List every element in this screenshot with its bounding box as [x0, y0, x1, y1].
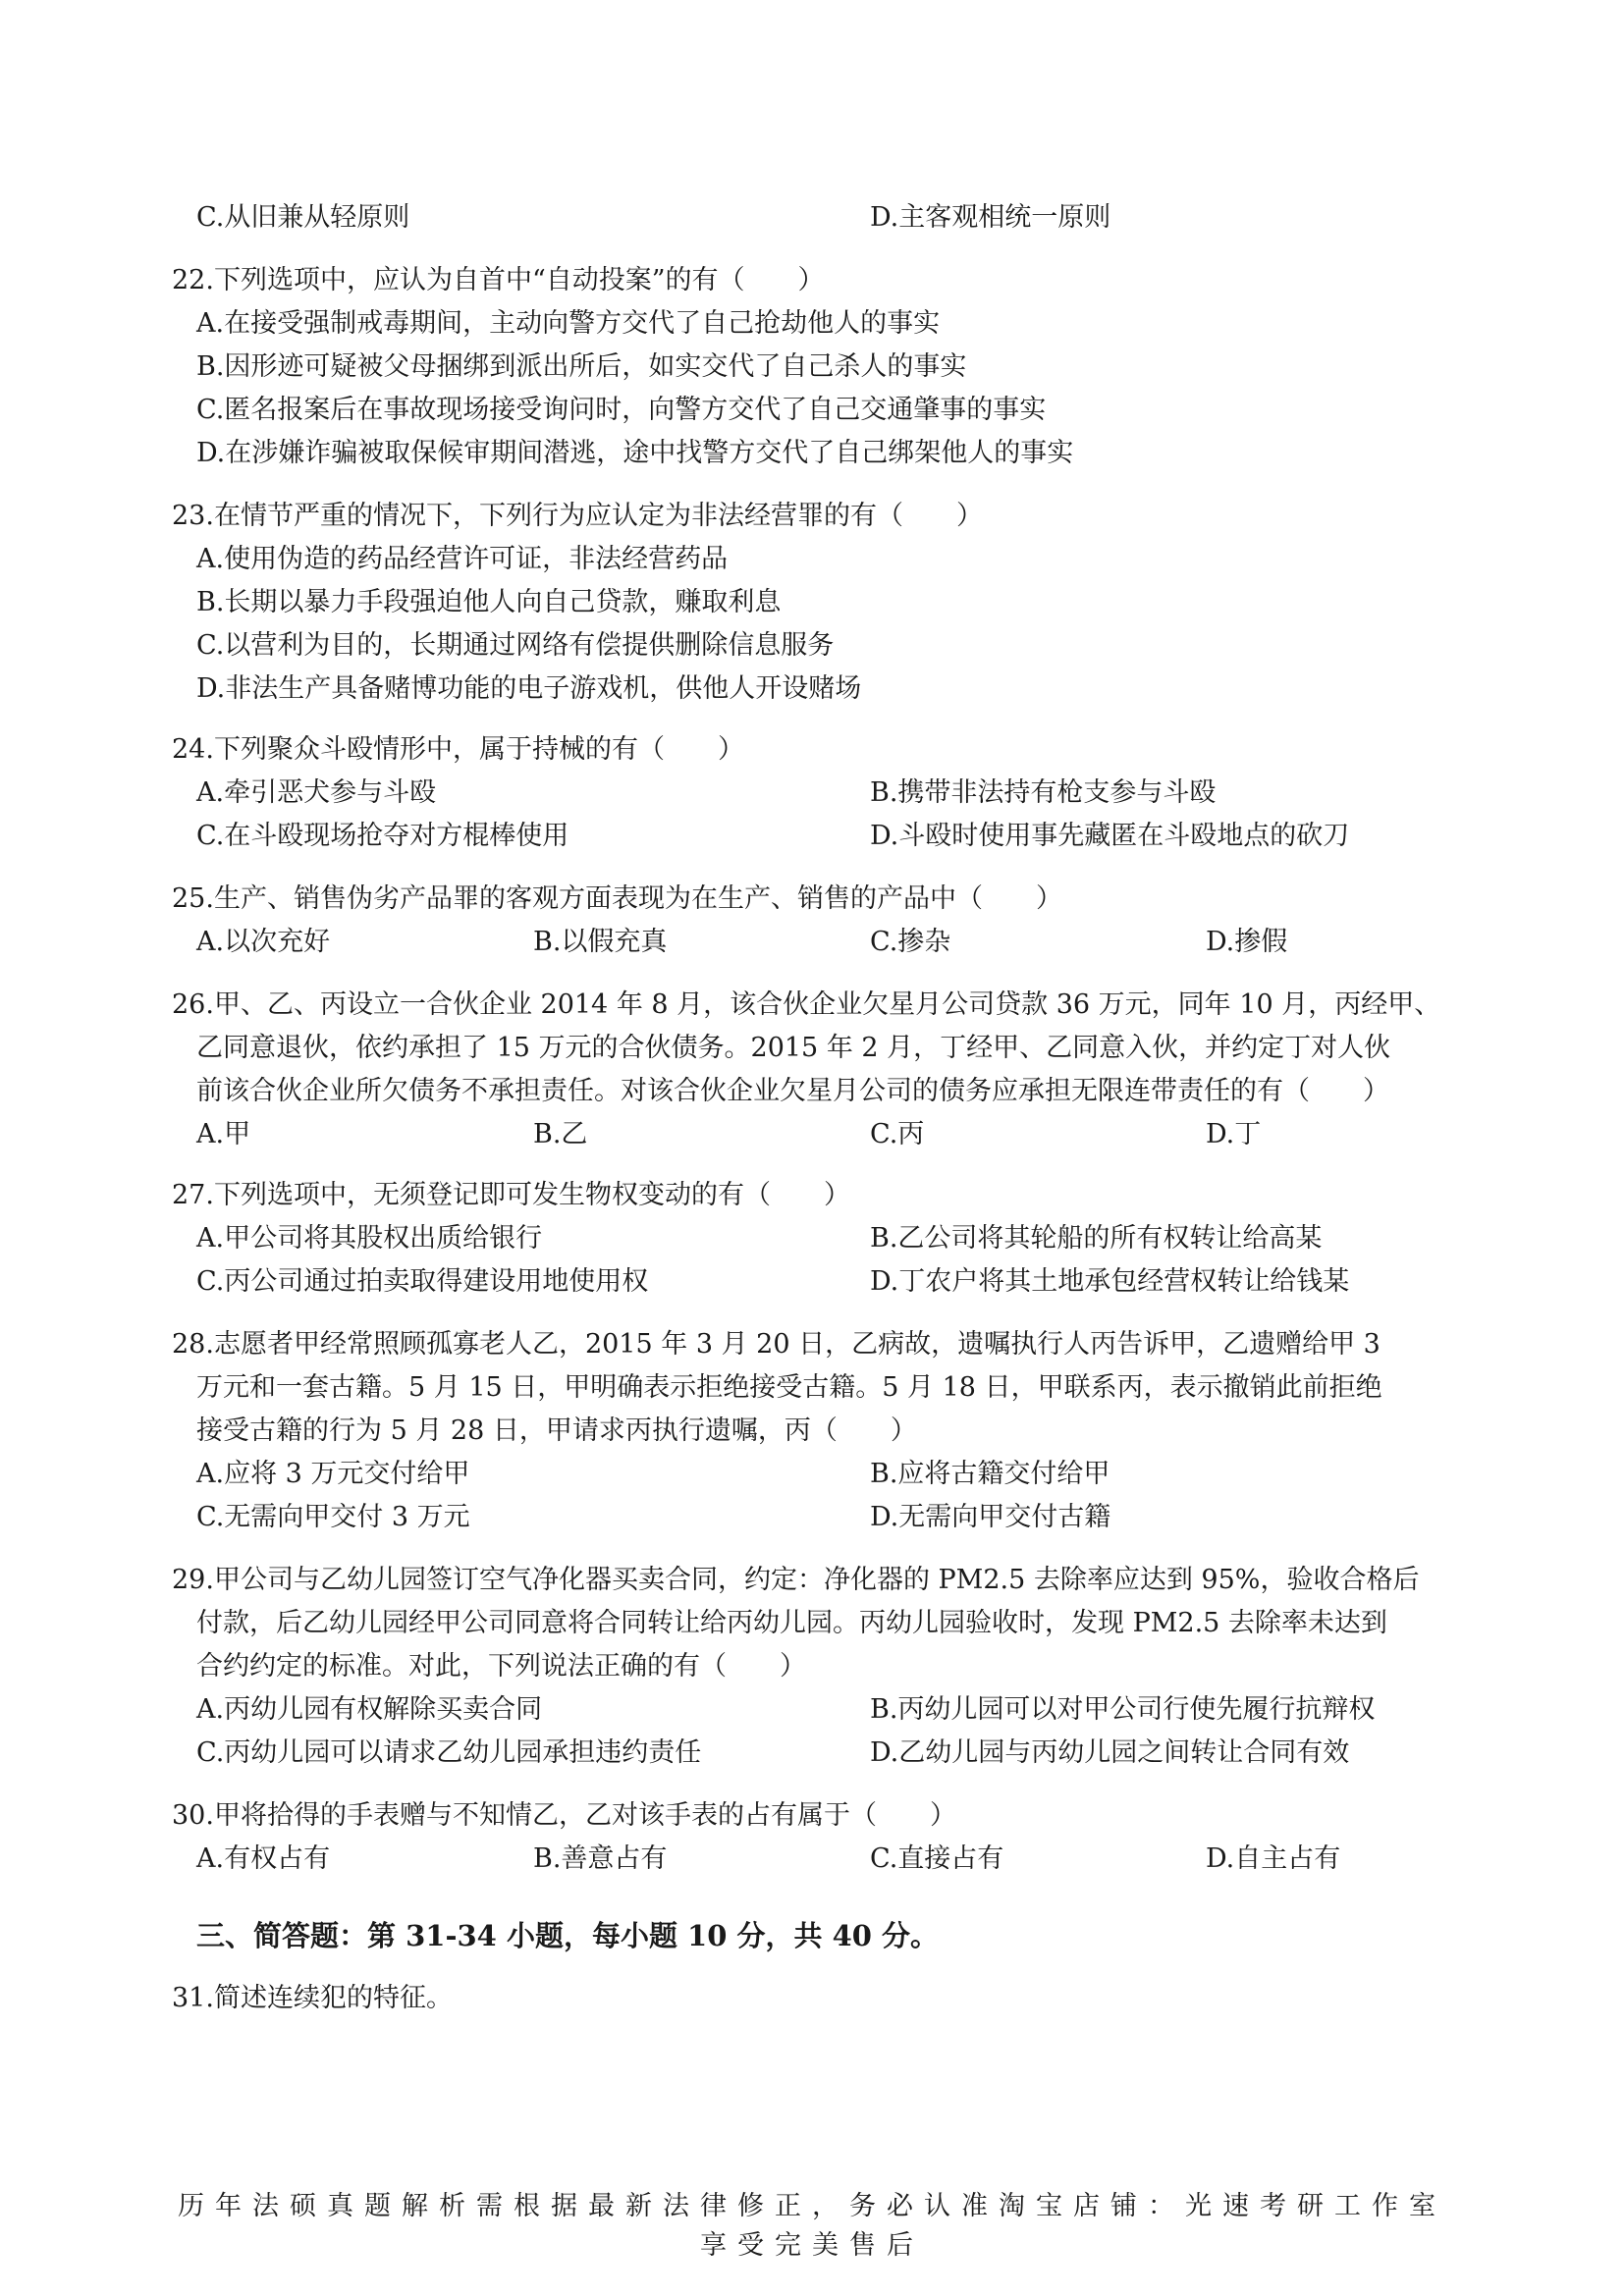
q28-option-a: A.应将 3 万元交付给甲	[196, 1459, 470, 1489]
q29-stem-line-2: 付款，后乙幼儿园经甲公司同意将合同转让给丙幼儿园。丙幼儿园验收时，发现 PM2.5 去除率未达到	[196, 1608, 1387, 1638]
q26-option-a: A.甲	[196, 1119, 251, 1149]
q29-option-b: B.丙幼儿园可以对甲公司行使先履行抗辩权	[870, 1694, 1376, 1725]
q23-option-c: C.以营利为目的，长期通过网络有偿提供删除信息服务	[196, 630, 835, 661]
q26-stem-line-2: 乙同意退伙，依约承担了 15 万元的合伙债务。2015 年 2 月，丁经甲、乙同意入伙，并约定丁对人伙	[196, 1033, 1391, 1063]
q30-option-d: D.自主占有	[1206, 1843, 1341, 1874]
q26-option-d: D.丁	[1206, 1119, 1262, 1149]
q29-option-c: C.丙幼儿园可以请求乙幼儿园承担违约责任	[196, 1737, 702, 1768]
q22-option-a: A.在接受强制戒毒期间，主动向警方交代了自己抢劫他人的事实	[196, 308, 941, 339]
q22-option-d: D.在涉嫌诈骗被取保候审期间潜逃，途中找警方交代了自己绑架他人的事实	[196, 438, 1074, 468]
q30-option-a: A.有权占有	[196, 1843, 331, 1874]
q25-option-c: C.掺杂	[870, 927, 951, 957]
q24-option-b: B.携带非法持有枪支参与斗殴	[870, 777, 1217, 808]
q21-option-d: D.主客观相统一原则	[870, 202, 1111, 233]
q26-stem-line-3: 前该合伙企业所欠债务不承担责任。对该合伙企业欠星月公司的债务应承担无限连带责任的有（ ）	[196, 1076, 1389, 1106]
q23-option-a: A.使用伪造的药品经营许可证，非法经营药品	[196, 544, 729, 574]
q25-option-a: A.以次充好	[196, 927, 331, 957]
q28-option-c: C.无需向甲交付 3 万元	[196, 1502, 470, 1532]
q22-stem: 22.下列选项中，应认为自首中“自动投案”的有（ ）	[172, 265, 825, 295]
q28-stem-line-3: 接受古籍的行为 5 月 28 日，甲请求丙执行遗嘱，丙（ ）	[196, 1415, 917, 1446]
q29-stem-line-3: 合约约定的标准。对此，下列说法正确的有（ ）	[196, 1651, 806, 1682]
q27-stem: 27.下列选项中，无须登记即可发生物权变动的有（ ）	[172, 1180, 850, 1210]
q24-option-d: D.斗殴时使用事先藏匿在斗殴地点的砍刀	[870, 821, 1350, 851]
q25-stem: 25.生产、销售伪劣产品罪的客观方面表现为在生产、销售的产品中（ ）	[172, 883, 1062, 914]
section-3-heading: 三、简答题：第 31-34 小题，每小题 10 分，共 40 分。	[196, 1919, 940, 1952]
q27-option-c: C.丙公司通过拍卖取得建设用地使用权	[196, 1266, 649, 1297]
q30-option-c: C.直接占有	[870, 1843, 1004, 1874]
q26-option-c: C.丙	[870, 1119, 925, 1149]
q21-option-c: C.从旧兼从轻原则	[196, 202, 410, 233]
q28-option-b: B.应将古籍交付给甲	[870, 1459, 1110, 1489]
q29-stem-line-1: 29.甲公司与乙幼儿园签订空气净化器买卖合同，约定：净化器的 PM2.5 去除率应达到 95%，验收合格后	[172, 1565, 1420, 1595]
q25-option-b: B.以假充真	[533, 927, 668, 957]
q23-stem: 23.在情节严重的情况下，下列行为应认定为非法经营罪的有（ ）	[172, 501, 983, 531]
q22-option-c: C.匿名报案后在事故现场接受询问时，向警方交代了自己交通肇事的事实	[196, 395, 1047, 425]
q30-option-b: B.善意占有	[533, 1843, 668, 1874]
q27-option-b: B.乙公司将其轮船的所有权转让给高某	[870, 1223, 1323, 1254]
q22-option-b: B.因形迹可疑被父母捆绑到派出所后，如实交代了自己杀人的事实	[196, 351, 967, 382]
q24-stem: 24.下列聚众斗殴情形中，属于持械的有（ ）	[172, 734, 744, 765]
q26-option-b: B.乙	[533, 1119, 588, 1149]
q29-option-d: D.乙幼儿园与丙幼儿园之间转让合同有效	[870, 1737, 1350, 1768]
q27-option-a: A.甲公司将其股权出质给银行	[196, 1223, 543, 1254]
q30-stem: 30.甲将拾得的手表赠与不知情乙，乙对该手表的占有属于（ ）	[172, 1800, 956, 1831]
q25-option-d: D.掺假	[1206, 927, 1288, 957]
q24-option-c: C.在斗殴现场抢夺对方棍棒使用	[196, 821, 569, 851]
q24-option-a: A.牵引恶犬参与斗殴	[196, 777, 437, 808]
q28-stem-line-2: 万元和一套古籍。5 月 15 日，甲明确表示拒绝接受古籍。5 月 18 日，甲联系丙，表示撤销此前拒绝	[196, 1372, 1382, 1403]
q27-option-d: D.丁农户将其土地承包经营权转让给钱某	[870, 1266, 1350, 1297]
q29-option-a: A.丙幼儿园有权解除买卖合同	[196, 1694, 543, 1725]
q23-option-d: D.非法生产具备赌博功能的电子游戏机，供他人开设赌场	[196, 673, 862, 704]
q31-stem: 31.简述连续犯的特征。	[172, 1983, 453, 2013]
q28-option-d: D.无需向甲交付古籍	[870, 1502, 1111, 1532]
q28-stem-line-1: 28.志愿者甲经常照顾孤寡老人乙，2015 年 3 月 20 日，乙病故，遗嘱执行人丙告诉甲，乙遗赠给甲 3	[172, 1329, 1380, 1360]
footer-notice-line-2: 享受完美售后	[700, 2230, 924, 2261]
footer-notice: 历年法硕真题解析需根据最新法律修正，务必认准淘宝店铺：光速考研工作室	[178, 2191, 1446, 2221]
q26-stem-line-1: 26.甲、乙、丙设立一合伙企业 2014 年 8 月，该合伙企业欠星月公司贷款 36 万元，同年 10 月，丙经甲、	[172, 989, 1441, 1020]
q23-option-b: B.长期以暴力手段强迫他人向自己贷款，赚取利息	[196, 587, 782, 617]
